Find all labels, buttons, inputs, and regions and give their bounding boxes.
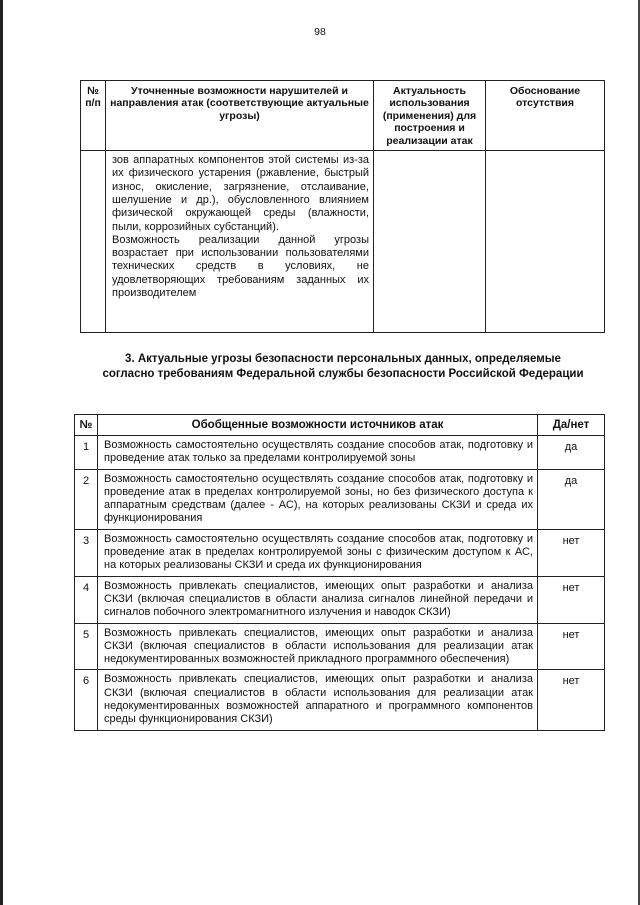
row-value: да xyxy=(538,469,605,529)
row-text: Возможность самостоятельно осуществлять создание способов атак, подготовку и проведение атак в пределах контролируемой зоны, но без физического доступа к аппаратным средствам (далее - АС), на которых реализованы СКЗИ и среда их функционирования xyxy=(98,469,538,529)
page-number: 98 xyxy=(314,26,326,38)
header-justification: Обоснование отсутствия xyxy=(486,81,605,151)
continued-paragraph: Возможность реализации данной угрозы возрастает при использовании пользователями технических средств в условиях, не удовлетворяющих требованиям заданных их производителем xyxy=(112,233,369,299)
row-value: да xyxy=(538,436,605,470)
table-row xyxy=(75,436,605,470)
row-value: нет xyxy=(538,623,605,670)
header-num: № п/п xyxy=(81,81,106,151)
table-header-row xyxy=(75,415,605,436)
table-row xyxy=(81,151,605,333)
table-row xyxy=(75,670,605,730)
row-num: 1 xyxy=(75,436,98,470)
row-num: 4 xyxy=(75,576,98,623)
header-yes-no: Да/нет xyxy=(538,415,605,436)
table-header-row xyxy=(81,81,605,151)
header-relevance: Актуальность использования (применения) для построения и реализации атак xyxy=(374,81,486,151)
header-capabilities: Обобщенные возможности источников атак xyxy=(98,415,538,436)
scan-left-edge xyxy=(0,0,3,905)
row-num: 2 xyxy=(75,469,98,529)
attack-capabilities-table xyxy=(74,414,605,731)
threats-continuation-table xyxy=(80,80,605,333)
row-text: Возможность привлекать специалистов, имеющих опыт разработки и анализа СКЗИ (включая специалистов в области использования для реализации атак недокументированных возможностей аппаратного и программного компонентов среды функционирования СКЗИ) xyxy=(98,670,538,730)
cell-justification xyxy=(486,151,605,333)
section-heading: 3. Актуальные угрозы безопасности персональных данных, определяемые согласно требованиям Федеральной службы безопасности Российской Федерации xyxy=(102,353,584,380)
continued-paragraph: зов аппаратных компонентов этой системы из-за их физического устарения (ржавление, быстрый износ, окисление, загрязнение, отслаивание, шелушение и др.), обусловленного влиянием физической окружающей среды (влажности, пыли, коррозийных субстанций). xyxy=(112,154,369,233)
row-value: нет xyxy=(538,670,605,730)
table-row xyxy=(75,529,605,576)
cell-capabilities xyxy=(106,151,374,333)
row-num: 3 xyxy=(75,529,98,576)
row-text: Возможность привлекать специалистов, имеющих опыт разработки и анализа СКЗИ (включая специалистов в области использования для реализации атак недокументированных возможностей прикладного программного обеспечения) xyxy=(98,623,538,670)
row-text: Возможность привлекать специалистов, имеющих опыт разработки и анализа СКЗИ (включая специалистов в области анализа сигналов линейной передачи и сигналов побочного электромагнитного излучения и наводок СКЗИ) xyxy=(98,576,538,623)
table-row xyxy=(75,623,605,670)
row-value: нет xyxy=(538,529,605,576)
cell-num xyxy=(81,151,106,333)
row-value: нет xyxy=(538,576,605,623)
row-text: Возможность самостоятельно осуществлять создание способов атак, подготовку и проведение атак только за пределами контролируемой зоны xyxy=(98,436,538,470)
table-row xyxy=(75,469,605,529)
header-capabilities: Уточненные возможности нарушителей и направления атак (соответствующие актуальные угрозы) xyxy=(106,81,374,151)
row-text: Возможность самостоятельно осуществлять создание способов атак, подготовку и проведение атак в пределах контролируемой зоны с физическим доступом к АС, на которых реализованы СКЗИ и среда их функционирования xyxy=(98,529,538,576)
header-num: № xyxy=(75,415,98,436)
row-num: 5 xyxy=(75,623,98,670)
row-num: 6 xyxy=(75,670,98,730)
cell-relevance xyxy=(374,151,486,333)
table-row xyxy=(75,576,605,623)
